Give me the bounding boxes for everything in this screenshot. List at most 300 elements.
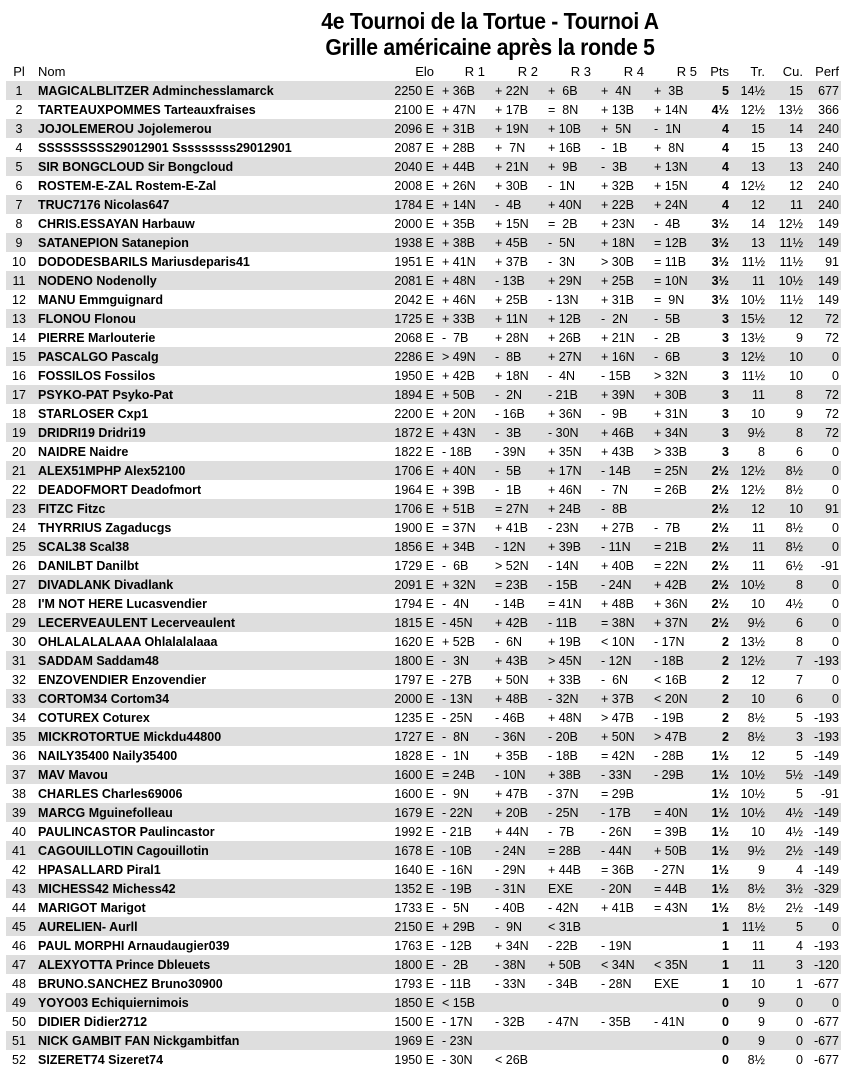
round-5-cell: = 12B	[650, 233, 703, 252]
round-4-cell: - 24N	[597, 575, 650, 594]
elo-cell: 2000 E	[394, 216, 434, 231]
round-1-cell: + 52B	[442, 634, 476, 649]
elo-cell: 1850 E	[382, 993, 438, 1012]
performance-cell: -677	[813, 976, 839, 991]
elo-cell: 1872 E	[382, 423, 438, 442]
round-5-cell: = 11B	[654, 254, 687, 269]
elo-cell: 1951 E	[394, 254, 434, 269]
rank-cell: 38	[12, 786, 26, 801]
round-2-cell: - 31N	[491, 879, 544, 898]
elo-cell: 1725 E	[382, 309, 438, 328]
performance-cell: 72	[803, 385, 841, 404]
player-name-cell: OHLALALALAAA Ohlalalalaaa	[38, 634, 218, 649]
round-4-cell: > 47B	[601, 710, 635, 725]
tiebreak-tr-cell: 10½	[729, 575, 765, 594]
points-cell: 2½	[711, 482, 729, 497]
round-1-cell: + 31B	[438, 119, 491, 138]
tiebreak-tr-cell: 11½	[741, 368, 765, 383]
round-3-cell: - 20B	[544, 727, 597, 746]
round-5-cell: = 40N	[650, 803, 703, 822]
round-3-cell: = 41N	[548, 596, 582, 611]
performance-cell: -677	[803, 1031, 841, 1050]
player-name-cell: CAGOUILLOTIN Cagouillotin	[32, 841, 382, 860]
points-cell: 3	[703, 347, 729, 366]
elo-cell: 1969 E	[382, 1031, 438, 1050]
points-cell: 1½	[711, 786, 729, 801]
round-2-cell: + 42B	[491, 613, 544, 632]
round-2-cell: + 48B	[491, 689, 544, 708]
tiebreak-cu-cell: 3½	[765, 879, 803, 898]
player-name-cell: CORTOM34 Cortom34	[32, 689, 382, 708]
round-2-cell: + 34N	[495, 938, 529, 953]
player-name-cell: SIR BONGCLOUD Sir Bongcloud	[32, 157, 382, 176]
elo-cell: 1727 E	[382, 727, 438, 746]
round-3-cell: - 14N	[548, 558, 579, 573]
round-4-cell: - 1B	[601, 140, 628, 155]
tiebreak-tr-cell: 10	[751, 596, 765, 611]
rank-cell: 4	[15, 140, 23, 155]
round-2-cell: - 5B	[491, 461, 544, 480]
round-5-cell	[650, 1050, 703, 1069]
header-r1: R 1	[464, 64, 485, 79]
points-cell: 4	[722, 178, 729, 193]
round-3-cell: EXE	[544, 879, 597, 898]
rank-cell: 19	[6, 423, 32, 442]
round-4-cell: + 25B	[597, 271, 650, 290]
round-1-cell: - 27B	[442, 672, 472, 687]
performance-cell: -149	[813, 748, 839, 763]
round-3-cell: - 47N	[548, 1014, 579, 1029]
player-name-cell: ENZOVENDIER Enzovendier	[38, 672, 207, 687]
round-4-cell: + 18N	[597, 233, 650, 252]
round-5-cell: + 13N	[650, 157, 703, 176]
rank-cell: 17	[6, 385, 32, 404]
round-3-cell: - 22B	[548, 938, 578, 953]
table-row	[6, 594, 841, 613]
rank-cell: 28	[12, 596, 26, 611]
player-name-cell: ALEX51MPHP Alex52100	[32, 461, 382, 480]
points-cell: 2½	[703, 613, 729, 632]
round-1-cell: + 46N	[442, 292, 476, 307]
tiebreak-cu-cell: 9	[796, 406, 803, 421]
performance-cell: 72	[803, 423, 841, 442]
round-2-cell: - 46B	[495, 710, 525, 725]
performance-cell: 0	[832, 634, 839, 649]
round-5-cell: < 20N	[650, 689, 703, 708]
round-5-cell: = 44B	[650, 879, 703, 898]
round-4-cell: + 16N	[597, 347, 650, 366]
round-4-cell: > 30B	[601, 254, 635, 269]
tiebreak-cu-cell: 4½	[765, 803, 803, 822]
round-4-cell: = 29B	[601, 786, 635, 801]
round-2-cell: + 28N	[495, 330, 529, 345]
table-row	[6, 708, 841, 727]
round-3-cell: + 27N	[544, 347, 597, 366]
player-name-cell: MARIGOT Marigot	[38, 900, 146, 915]
header-r5: R 5	[676, 64, 697, 79]
round-4-cell: + 43B	[601, 444, 635, 459]
tiebreak-cu-cell: 0	[796, 1052, 803, 1067]
round-1-cell: - 11B	[442, 976, 471, 991]
elo-cell: 1729 E	[394, 558, 434, 573]
round-5-cell: = 21B	[650, 537, 703, 556]
table-row	[6, 803, 841, 822]
performance-cell: 0	[803, 689, 841, 708]
round-2-cell: + 43B	[491, 651, 544, 670]
player-name-cell: DIDIER Didier2712	[38, 1014, 148, 1029]
round-4-cell: - 44N	[597, 841, 650, 860]
round-2-cell: - 24N	[491, 841, 544, 860]
round-1-cell: + 42B	[442, 368, 476, 383]
elo-cell: 1950 E	[394, 1052, 434, 1067]
round-4-cell: + 4N	[597, 81, 650, 100]
performance-cell: 149	[818, 292, 839, 307]
tiebreak-cu-cell: 15	[765, 81, 803, 100]
round-3-cell: + 6B	[544, 81, 597, 100]
elo-cell: 1794 E	[394, 596, 434, 611]
round-4-cell: = 38N	[597, 613, 650, 632]
round-4-cell: - 6N	[601, 672, 629, 687]
table-row	[6, 651, 841, 670]
tiebreak-cu-cell: 5	[796, 710, 803, 725]
round-2-cell	[491, 1031, 544, 1050]
tiebreak-cu-cell: 0	[765, 1031, 803, 1050]
table-row	[6, 100, 841, 119]
table-row	[6, 195, 841, 214]
elo-cell: 1900 E	[394, 520, 434, 535]
points-cell: 1½	[703, 841, 729, 860]
elo-cell: 1600 E	[382, 765, 438, 784]
round-3-cell: > 45N	[544, 651, 597, 670]
round-3-cell: - 11B	[544, 613, 597, 632]
performance-cell: -149	[803, 765, 841, 784]
tiebreak-tr-cell: 12	[729, 499, 765, 518]
rank-cell: 21	[6, 461, 32, 480]
round-4-cell: + 48B	[601, 596, 635, 611]
round-1-cell: - 8N	[438, 727, 491, 746]
player-name-cell: MANU Emmguignard	[38, 292, 163, 307]
round-5-cell: + 15N	[654, 178, 688, 193]
round-3-cell: + 33B	[548, 672, 582, 687]
performance-cell: 0	[803, 917, 841, 936]
round-4-cell: - 3B	[597, 157, 650, 176]
round-2-cell: > 52N	[495, 558, 529, 573]
elo-cell: 1763 E	[394, 938, 434, 953]
tiebreak-tr-cell: 9	[729, 1031, 765, 1050]
rank-cell: 15	[6, 347, 32, 366]
elo-cell: 2068 E	[394, 330, 434, 345]
round-2-cell: - 3B	[491, 423, 544, 442]
points-cell: 5	[703, 81, 729, 100]
elo-cell: 1620 E	[394, 634, 434, 649]
tiebreak-tr-cell: 10½	[740, 786, 765, 801]
round-1-cell: - 22N	[438, 803, 491, 822]
rank-cell: 10	[12, 254, 26, 269]
player-name-cell: MICKROTORTUE Mickdu44800	[32, 727, 382, 746]
round-1-cell: + 29B	[438, 917, 491, 936]
performance-cell: 0	[803, 347, 841, 366]
rank-cell: 11	[6, 271, 32, 290]
round-3-cell: + 16B	[548, 140, 582, 155]
round-4-cell: - 28N	[601, 976, 632, 991]
round-5-cell	[650, 1031, 703, 1050]
standings-subtitle: Grille américaine après la ronde 5	[325, 34, 655, 60]
table-row	[6, 176, 841, 195]
round-5-cell: = 26B	[654, 482, 688, 497]
round-4-cell: - 26N	[601, 824, 632, 839]
performance-cell: 240	[803, 195, 841, 214]
table-row	[6, 138, 841, 157]
player-name-cell: CHRIS.ESSAYAN Harbauw	[38, 216, 195, 231]
points-cell: 4	[703, 157, 729, 176]
points-cell: 3½	[711, 254, 729, 269]
rank-cell: 52	[12, 1052, 26, 1067]
table-row	[6, 442, 841, 461]
tiebreak-tr-cell: 10	[751, 976, 765, 991]
round-2-cell: + 35B	[495, 748, 529, 763]
performance-cell: 0	[832, 520, 839, 535]
points-cell: 2½	[711, 596, 729, 611]
rank-cell: 20	[12, 444, 26, 459]
round-4-cell: + 22B	[597, 195, 650, 214]
tiebreak-tr-cell: 10½	[729, 765, 765, 784]
points-cell: 3	[722, 330, 729, 345]
round-2-cell: = 27N	[491, 499, 544, 518]
points-cell: 4	[722, 140, 729, 155]
performance-cell: -193	[803, 727, 841, 746]
round-4-cell: - 17B	[597, 803, 650, 822]
rank-cell: 48	[12, 976, 26, 991]
header-cu: Cu.	[782, 64, 803, 79]
round-4-cell: + 50N	[597, 727, 650, 746]
round-5-cell: + 36N	[654, 596, 688, 611]
rank-cell: 16	[12, 368, 26, 383]
standings-table	[6, 62, 841, 1069]
player-name-cell: COTUREX Coturex	[38, 710, 150, 725]
table-row	[6, 214, 841, 233]
round-3-cell: - 32N	[544, 689, 597, 708]
tiebreak-cu-cell: 11½	[779, 292, 803, 307]
round-1-cell: - 10B	[438, 841, 491, 860]
tiebreak-cu-cell: 0	[765, 993, 803, 1012]
performance-cell: 240	[818, 140, 839, 155]
round-1-cell: + 47N	[442, 102, 476, 117]
elo-cell: 1822 E	[394, 444, 434, 459]
round-1-cell: + 28B	[442, 140, 476, 155]
rank-cell: 32	[12, 672, 26, 687]
round-3-cell: - 13N	[548, 292, 579, 307]
round-1-cell: + 32N	[438, 575, 491, 594]
tiebreak-tr-cell: 9	[729, 993, 765, 1012]
elo-cell: 2081 E	[382, 271, 438, 290]
round-2-cell: + 37B	[495, 254, 529, 269]
round-4-cell	[597, 1031, 650, 1050]
player-name-cell: DODODESBARILS Mariusdeparis41	[38, 254, 250, 269]
player-name-cell: LECERVEAULENT Lecerveaulent	[32, 613, 382, 632]
round-1-cell: - 30N	[442, 1052, 473, 1067]
rank-cell: 7	[6, 195, 32, 214]
points-cell: 2½	[703, 575, 729, 594]
round-5-cell: - 2B	[654, 330, 681, 345]
round-1-cell: + 33B	[438, 309, 491, 328]
round-4-cell: + 5N	[597, 119, 650, 138]
elo-cell: 1894 E	[382, 385, 438, 404]
tiebreak-cu-cell: 4½	[785, 824, 803, 839]
elo-cell: 1706 E	[382, 499, 438, 518]
round-5-cell: + 8N	[654, 140, 685, 155]
points-cell: 2	[722, 710, 729, 725]
performance-cell: 0	[832, 596, 839, 611]
tiebreak-cu-cell: 4	[796, 862, 803, 877]
round-2-cell: + 22N	[491, 81, 544, 100]
tiebreak-tr-cell: 10	[729, 689, 765, 708]
header-r2: R 2	[517, 64, 538, 79]
round-3-cell: < 31B	[544, 917, 597, 936]
round-2-cell: + 47B	[495, 786, 529, 801]
tiebreak-tr-cell: 14	[751, 216, 765, 231]
player-name-cell: PSYKO-PAT Psyko-Pat	[32, 385, 382, 404]
tiebreak-tr-cell: 9½	[729, 423, 765, 442]
round-2-cell: + 25B	[495, 292, 529, 307]
rank-cell: 51	[6, 1031, 32, 1050]
performance-cell: 0	[832, 444, 839, 459]
elo-cell: 2250 E	[382, 81, 438, 100]
round-2-cell: - 33N	[495, 976, 526, 991]
points-cell: 2	[703, 727, 729, 746]
rank-cell: 35	[6, 727, 32, 746]
tiebreak-tr-cell: 8½	[747, 1052, 765, 1067]
elo-cell: 1706 E	[382, 461, 438, 480]
round-1-cell: - 5N	[442, 900, 470, 915]
round-2-cell: + 30B	[495, 178, 529, 193]
elo-cell: 2096 E	[382, 119, 438, 138]
elo-cell: 2150 E	[382, 917, 438, 936]
tiebreak-cu-cell: 8	[765, 385, 803, 404]
round-4-cell: + 41B	[601, 900, 635, 915]
performance-cell: 0	[803, 613, 841, 632]
points-cell: 3	[722, 406, 729, 421]
table-row	[6, 689, 841, 708]
round-5-cell: + 34N	[650, 423, 703, 442]
elo-cell: 1797 E	[394, 672, 434, 687]
elo-cell: 1733 E	[394, 900, 434, 915]
performance-cell: -120	[803, 955, 841, 974]
tiebreak-tr-cell: 12½	[740, 102, 765, 117]
round-5-cell: - 6B	[650, 347, 703, 366]
rank-cell: 8	[15, 216, 23, 231]
round-3-cell: + 46N	[548, 482, 582, 497]
round-5-cell	[650, 499, 703, 518]
table-row	[6, 556, 841, 575]
round-2-cell: + 7N	[495, 140, 526, 155]
table-row	[6, 765, 841, 784]
round-2-cell: + 18N	[495, 368, 529, 383]
tiebreak-cu-cell: 3	[765, 955, 803, 974]
round-3-cell	[544, 1050, 597, 1069]
round-1-cell: - 6B	[442, 558, 469, 573]
player-name-cell: STARLOSER Cxp1	[38, 406, 149, 421]
round-4-cell: + 27B	[601, 520, 635, 535]
points-cell: 1	[722, 976, 729, 991]
tiebreak-tr-cell: 15½	[729, 309, 765, 328]
player-name-cell: I'M NOT HERE Lucasvendier	[38, 596, 207, 611]
tiebreak-cu-cell: 13	[765, 157, 803, 176]
table-row	[6, 328, 841, 347]
player-name-cell: BRUNO.SANCHEZ Bruno30900	[38, 976, 223, 991]
rank-cell: 40	[12, 824, 26, 839]
round-1-cell: + 40N	[438, 461, 491, 480]
table-row	[6, 632, 841, 651]
table-row	[6, 860, 841, 879]
player-name-cell: PIERRE Marlouterie	[38, 330, 156, 345]
round-2-cell: + 20B	[491, 803, 544, 822]
elo-cell: 2100 E	[394, 102, 434, 117]
performance-cell: -149	[813, 862, 839, 877]
round-4-cell: - 2N	[597, 309, 650, 328]
points-cell: 3½	[703, 233, 729, 252]
performance-cell: -677	[813, 1014, 839, 1029]
round-5-cell: - 19B	[654, 710, 684, 725]
rank-cell: 6	[15, 178, 23, 193]
round-4-cell: < 10N	[601, 634, 635, 649]
tiebreak-cu-cell: 11½	[779, 254, 803, 269]
elo-cell: 1352 E	[382, 879, 438, 898]
elo-cell: 1678 E	[382, 841, 438, 860]
performance-cell: -149	[803, 803, 841, 822]
player-name-cell: ALEXYOTTA Prince Dbleuets	[32, 955, 382, 974]
points-cell: 2½	[703, 461, 729, 480]
rank-cell: 26	[12, 558, 26, 573]
table-row	[6, 841, 841, 860]
round-3-cell: = 28B	[544, 841, 597, 860]
round-4-cell	[597, 993, 650, 1012]
points-cell: 2	[722, 672, 729, 687]
round-2-cell: + 50N	[495, 672, 529, 687]
performance-cell: 0	[832, 368, 839, 383]
tiebreak-cu-cell: 4	[796, 938, 803, 953]
round-2-cell: - 36N	[491, 727, 544, 746]
tiebreak-cu-cell: 8	[765, 575, 803, 594]
table-row	[6, 1031, 841, 1050]
round-4-cell: + 13B	[601, 102, 635, 117]
round-1-cell: = 24B	[438, 765, 491, 784]
rank-cell: 23	[6, 499, 32, 518]
table-row	[6, 480, 841, 499]
round-1-cell: - 45N	[438, 613, 491, 632]
header-r3: R 3	[570, 64, 591, 79]
round-4-cell: - 14B	[597, 461, 650, 480]
tiebreak-cu-cell: 10½	[765, 271, 803, 290]
round-4-cell: = 36B	[601, 862, 635, 877]
table-row	[6, 879, 841, 898]
round-3-cell: - 34B	[548, 976, 578, 991]
standings-body	[6, 81, 841, 1069]
round-1-cell: - 21B	[442, 824, 472, 839]
round-4-cell: = 42N	[601, 748, 635, 763]
table-row	[6, 670, 841, 689]
elo-cell: 1938 E	[382, 233, 438, 252]
table-row	[6, 233, 841, 252]
round-3-cell: + 50B	[544, 955, 597, 974]
performance-cell: -677	[813, 1052, 839, 1067]
player-name-cell: NODENO Nodenolly	[32, 271, 382, 290]
tiebreak-cu-cell: 8	[796, 634, 803, 649]
round-5-cell	[650, 936, 703, 955]
round-4-cell	[597, 917, 650, 936]
round-5-cell: > 33B	[654, 444, 688, 459]
round-5-cell: EXE	[654, 976, 680, 991]
tiebreak-tr-cell: 10½	[729, 803, 765, 822]
